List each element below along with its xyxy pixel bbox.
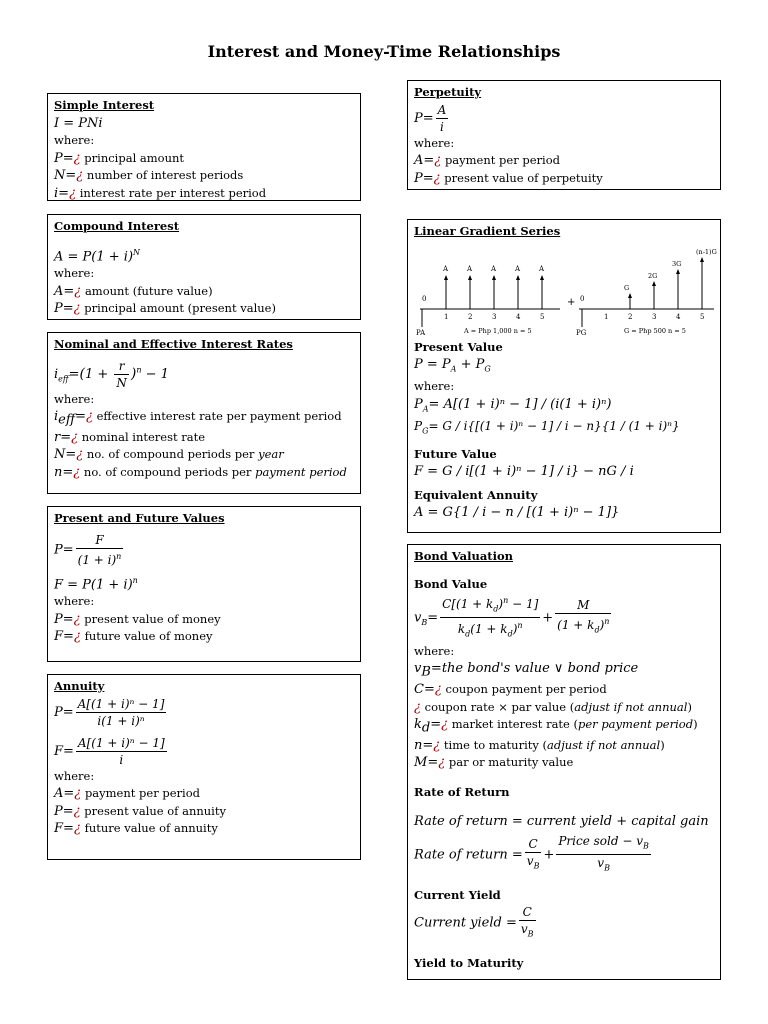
- where-label: where:: [54, 391, 95, 406]
- definition: F=¿ future value of money: [54, 629, 213, 645]
- arrow-label: (n-1)G: [696, 247, 717, 256]
- perpetuity-heading: Perpetuity: [414, 85, 482, 99]
- arrow-label: A: [467, 264, 473, 273]
- gradient-series-diagram: [576, 248, 717, 337]
- nominal-heading: Nominal and Effective Interest Rates: [54, 337, 293, 351]
- tick-label: 3: [492, 312, 497, 321]
- definition: P=¿ present value of money: [54, 611, 221, 627]
- annuity-heading: Annuity: [54, 679, 105, 693]
- tick-label: 2: [468, 312, 473, 321]
- arrow-head: [676, 269, 680, 274]
- arrow-label: 3G: [672, 259, 682, 268]
- where-label: where:: [54, 594, 95, 609]
- definition: $v_B=the$ bond's value ∨ bond price: [414, 661, 639, 680]
- definition: P=¿ present value of annuity: [54, 803, 226, 819]
- bond-valuation-heading: Bond Valuation: [414, 549, 514, 563]
- bond-value-formula: $v_B=$ $\frac{C[(1 + k_d)^n - 1]}{k_d(1 + k_d)^n}$ + $\frac{M}{(1 + k_d)^n}$: [414, 593, 714, 643]
- definition: P=¿ principal amount (present value): [54, 301, 276, 317]
- pg-formula: $P_G= G / i\{[(1 + i)^n - 1] / i - n\}\{1 / (1 + i)^n\}$: [414, 418, 680, 436]
- effective-rate-formula: $i_{eff}=(1$ + $\frac{r}{N}$ )$^n$ − 1: [54, 358, 169, 390]
- tick-label: 3: [652, 312, 657, 321]
- definition: $i_{eff}=¿$ effective interest rate per payment period: [54, 409, 342, 428]
- definition: n=¿ time to maturity (adjust if not annual): [414, 737, 665, 753]
- arrow-label: A: [443, 264, 449, 273]
- definition: A=¿ payment per period: [54, 786, 200, 801]
- where-label: where:: [54, 768, 95, 783]
- pa-formula: $P_A= A[(1 + i)^n - 1] / (i(1 + i)^n)$: [414, 396, 612, 414]
- present-value-formula: P= $\frac{F}{(1 + i)^n}$: [54, 532, 122, 567]
- uniform-series-diagram: [416, 265, 560, 337]
- definition: N=¿ no. of compound periods per year: [54, 447, 284, 463]
- nominal-effective-box: [47, 332, 361, 494]
- definition: N=¿ number of interest periods: [54, 168, 244, 183]
- tick-label: 5: [540, 312, 545, 321]
- arrow-head: [540, 275, 544, 280]
- definition: A=¿ payment per period: [414, 153, 560, 168]
- tick-label: 4: [516, 312, 521, 321]
- compound-interest-heading: Compound Interest: [54, 219, 180, 233]
- yield-to-maturity-title: Yield to Maturity: [414, 955, 524, 970]
- tick-label: 1: [444, 312, 449, 321]
- simple-interest-box: [47, 93, 361, 201]
- where-label: where:: [54, 133, 95, 147]
- rate-of-return-formula: Rate of return = $\frac{C}{v_B}$ + $\frac{Price sold - v_B}{v_B}$: [414, 833, 649, 873]
- annuity-future-formula: F= $\frac{\text{A[(1 + i)ⁿ − 1]}}{i}$: [54, 735, 165, 767]
- gradient-cash-flow-diagram: [414, 243, 717, 339]
- future-value-formula: $F = P(1 + i)^n$: [54, 575, 138, 592]
- definition: ¿ coupon rate × par value (adjust if not annual): [414, 699, 692, 715]
- svg-text:0: 0: [422, 294, 427, 303]
- simple-interest-formula: I = PNi: [54, 115, 103, 131]
- where-label: where:: [414, 643, 455, 658]
- where-label: where:: [414, 135, 455, 150]
- compound-interest-formula: $A = P(1 + i)^N$: [54, 247, 141, 264]
- arrow-label: G: [624, 283, 630, 292]
- arrow-head: [628, 293, 632, 298]
- linear-gradient-box: [407, 219, 721, 533]
- definition: $k_d=¿$ market interest rate (per payment period): [414, 717, 698, 736]
- present-future-box: [47, 506, 361, 662]
- definition: P=¿ principal amount: [54, 150, 185, 166]
- arrow-label: A: [491, 264, 497, 273]
- where-label: where:: [54, 266, 95, 281]
- bond-valuation-box: [407, 544, 721, 980]
- pv-sum-formula: $P = P_A + P_G$: [414, 357, 491, 374]
- linear-gradient-heading: Linear Gradient Series: [414, 224, 561, 238]
- bond-value-title: Bond Value: [414, 576, 488, 591]
- tick-label: 5: [700, 312, 705, 321]
- definition: P=¿ present value of perpetuity: [414, 170, 603, 186]
- gradient-caption: G = Php 500 n = 5: [624, 326, 686, 335]
- present-value-title: Present Value: [414, 339, 503, 354]
- rate-of-return-definition: Rate of return = current yield + capital gain: [414, 814, 709, 830]
- arrow-head: [700, 257, 704, 262]
- arrow-label: 2G: [648, 271, 658, 280]
- annuity-box: [47, 674, 361, 860]
- arrow-head: [444, 275, 448, 280]
- equivalent-annuity-formula: A = G{1 / i − n / [(1 + i)ⁿ − 1]}: [414, 505, 620, 521]
- compound-interest-box: [47, 214, 361, 320]
- future-value-title: Future Value: [414, 446, 497, 461]
- tick-label: 2: [628, 312, 633, 321]
- current-yield-formula: Current yield = $\frac{C}{v_B}$: [414, 905, 534, 939]
- present-future-heading: Present and Future Values: [54, 511, 225, 525]
- definition: r=¿ nominal interest rate: [54, 429, 206, 445]
- arrow-label: A: [515, 264, 521, 273]
- pg-label: PG: [576, 328, 587, 337]
- perpetuity-formula: P= $\frac{A}{i}$: [414, 102, 447, 134]
- rate-of-return-title: Rate of Return: [414, 784, 510, 799]
- where-label: where:: [414, 379, 455, 394]
- definition: F=¿ future value of annuity: [54, 821, 218, 836]
- pa-label: PA: [416, 328, 426, 337]
- current-yield-title: Current Yield: [414, 887, 501, 902]
- arrow-head: [492, 275, 496, 280]
- plus-sign: +: [567, 296, 576, 308]
- definition: n=¿ no. of compound periods per payment period: [54, 464, 347, 480]
- simple-interest-heading: Simple Interest: [54, 98, 155, 112]
- definition: M=¿ par or maturity value: [414, 755, 574, 771]
- definition: C=¿ coupon payment per period: [414, 682, 607, 698]
- definition: i=¿ interest rate per interest period: [54, 185, 267, 201]
- fv-gradient-formula: F = G / i[(1 + i)ⁿ − 1] / i} − nG / i: [414, 464, 634, 480]
- tick-label: 1: [604, 312, 609, 321]
- svg-text:0: 0: [580, 294, 585, 303]
- page-title: Interest and Money-Time Relationships: [207, 42, 561, 61]
- arrow-head: [516, 275, 520, 280]
- arrow-head: [468, 275, 472, 280]
- definition: A=¿ amount (future value): [54, 283, 213, 299]
- tick-label: 4: [676, 312, 681, 321]
- arrow-head: [652, 281, 656, 286]
- annuity-present-formula: P= $\frac{\text{A[(1 + i)ⁿ − 1]}}{\text{i(1 + i)ⁿ}}$: [54, 696, 165, 728]
- perpetuity-box: [407, 80, 721, 190]
- arrow-label: A: [539, 264, 545, 273]
- equivalent-annuity-title: Equivalent Annuity: [414, 487, 538, 502]
- uniform-caption: A = Php 1,000 n = 5: [464, 326, 532, 335]
